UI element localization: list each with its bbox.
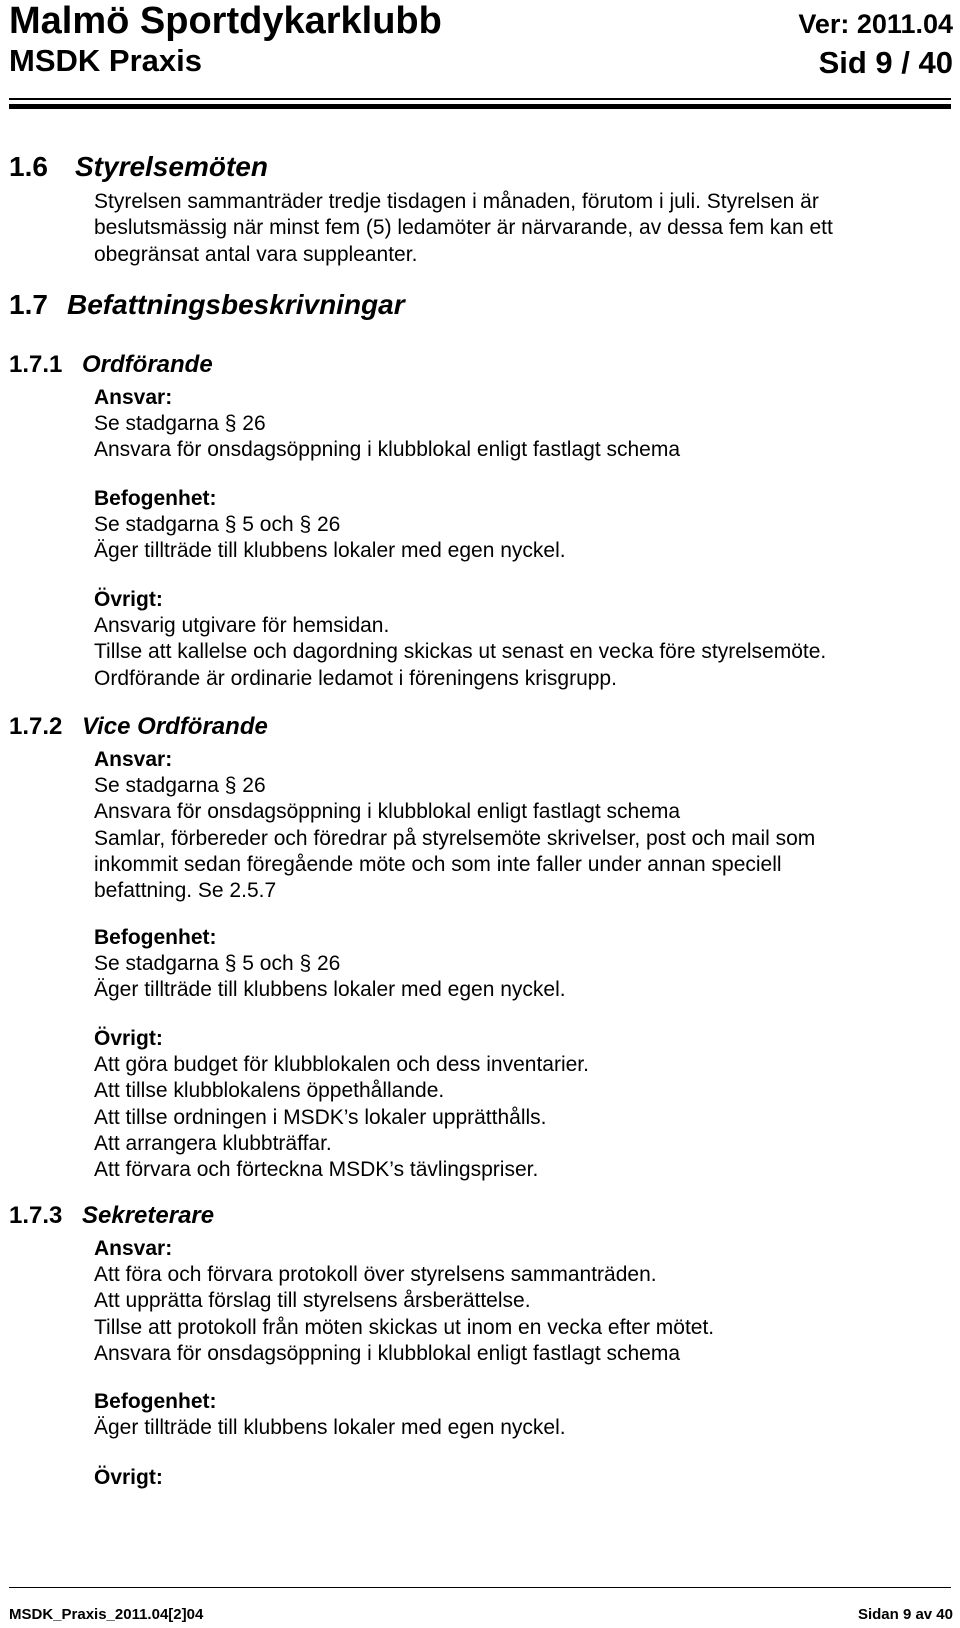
list-item: Äger tillträde till klubbens lokaler med egen nyckel. xyxy=(94,978,566,1002)
version-label: Ver: 2011.04 xyxy=(798,9,953,39)
list-item: Ordförande är ordinarie ledamot i föreningens krisgrupp. xyxy=(94,666,617,690)
footer-page-number: Sidan 9 av 40 xyxy=(857,1606,953,1623)
list-item: Ansvara för onsdagsöppning i klubblokal enligt fastlagt schema xyxy=(94,438,681,462)
section-title: Sekreterare xyxy=(82,1202,215,1229)
list-item: Att upprätta förslag till styrelsens årsberättelse. xyxy=(94,1289,531,1313)
section-number: 1.7.2 xyxy=(9,713,63,740)
list-item: Att göra budget för klubblokalen och dess inventarier. xyxy=(94,1053,589,1076)
section-1-7-3-heading xyxy=(9,1201,214,1231)
section-title: Vice Ordförande xyxy=(82,713,268,740)
list-item: Tillse att kallelse och dagordning skickas ut senast en vecka före styrelsemöte. xyxy=(94,640,827,664)
footer-divider xyxy=(9,1587,951,1588)
ansvar-label: Ansvar: xyxy=(94,748,173,771)
header-divider xyxy=(9,98,951,100)
ansvar-label: Ansvar: xyxy=(94,1237,173,1260)
ovrigt-list xyxy=(94,613,826,692)
document-subtitle: MSDK Praxis xyxy=(9,43,202,78)
section-number: 1.7.3 xyxy=(9,1202,63,1229)
list-item: Att tillse ordningen i MSDK’s lokaler upprätthålls. xyxy=(94,1105,547,1129)
section-1-7-1-heading xyxy=(9,350,213,380)
list-item: Äger tillträde till klubbens lokaler med egen nyckel. xyxy=(94,539,566,563)
page-indicator: Sid 9 / 40 xyxy=(818,45,953,80)
paragraph-line: Styrelsen sammanträder tredje tisdagen i månaden, förutom i juli. Styrelsen är xyxy=(94,190,819,213)
section-title: Befattningsbeskrivningar xyxy=(67,289,405,320)
document-title: Malmö Sportdykarklubb xyxy=(9,0,442,42)
befogenhet-list xyxy=(94,512,566,565)
section-title: Styrelsemöten xyxy=(75,151,268,182)
section-number: 1.7 xyxy=(9,289,48,320)
list-item: Att förvara och förteckna MSDK’s tävlingspriser. xyxy=(94,1158,539,1182)
befogenhet-list xyxy=(94,951,566,1004)
befogenhet-label: Befogenhet: xyxy=(94,1390,217,1413)
ovrigt-list xyxy=(94,1052,589,1183)
ansvar-label: Ansvar: xyxy=(94,386,173,409)
section-title: Ordförande xyxy=(82,351,213,378)
list-item: Ansvarig utgivare för hemsidan. xyxy=(94,614,390,637)
list-item: Att arrangera klubbträffar. xyxy=(94,1131,332,1155)
list-item: inkommit sedan föregående möte och som inte faller under annan speciell xyxy=(94,852,782,876)
befogenhet-label: Befogenhet: xyxy=(94,926,217,949)
list-item: befattning. Se 2.5.7 xyxy=(94,879,277,903)
list-item: Se stadgarna § 5 och § 26 xyxy=(94,513,341,536)
paragraph-line: beslutsmässig när minst fem (5) ledamöter är närvarande, av dessa fem kan ett xyxy=(94,216,833,240)
ansvar-list xyxy=(94,1262,714,1367)
befogenhet-label: Befogenhet: xyxy=(94,487,217,510)
list-item: Se stadgarna § 5 och § 26 xyxy=(94,952,341,975)
list-item: Att tillse klubblokalens öppethållande. xyxy=(94,1079,445,1103)
list-item: Ansvara för onsdagsöppning i klubblokal enligt fastlagt schema xyxy=(94,800,681,824)
footer-filename: MSDK_Praxis_2011.04[2]04 xyxy=(9,1606,204,1623)
list-item: Tillse att protokoll från möten skickas ut inom en vecka efter mötet. xyxy=(94,1315,715,1339)
section-1-6-heading xyxy=(9,150,268,184)
section-1-6-body xyxy=(94,189,833,268)
list-item: Se stadgarna § 26 xyxy=(94,774,266,797)
ansvar-list xyxy=(94,773,815,904)
list-item: Se stadgarna § 26 xyxy=(94,412,266,435)
list-item: Ansvara för onsdagsöppning i klubblokal enligt fastlagt schema xyxy=(94,1341,681,1365)
section-number: 1.6 xyxy=(9,151,48,182)
paragraph-line: obegränsat antal vara suppleanter. xyxy=(94,242,418,266)
ovrigt-label: Övrigt: xyxy=(94,1027,163,1050)
list-item: Att föra och förvara protokoll över styrelsens sammanträden. xyxy=(94,1263,657,1286)
section-1-7-2-heading xyxy=(9,712,268,742)
ovrigt-label: Övrigt: xyxy=(94,588,163,611)
section-1-7-heading xyxy=(9,288,405,322)
befogenhet-list xyxy=(94,1415,566,1441)
list-item: Samlar, förbereder och föredrar på styrelsemöte skrivelser, post och mail som xyxy=(94,826,816,850)
section-number: 1.7.1 xyxy=(9,351,63,378)
ansvar-list xyxy=(94,411,680,464)
header-divider-thick xyxy=(9,104,951,109)
list-item: Äger tillträde till klubbens lokaler med egen nyckel. xyxy=(94,1416,566,1439)
ovrigt-label: Övrigt: xyxy=(94,1466,163,1489)
